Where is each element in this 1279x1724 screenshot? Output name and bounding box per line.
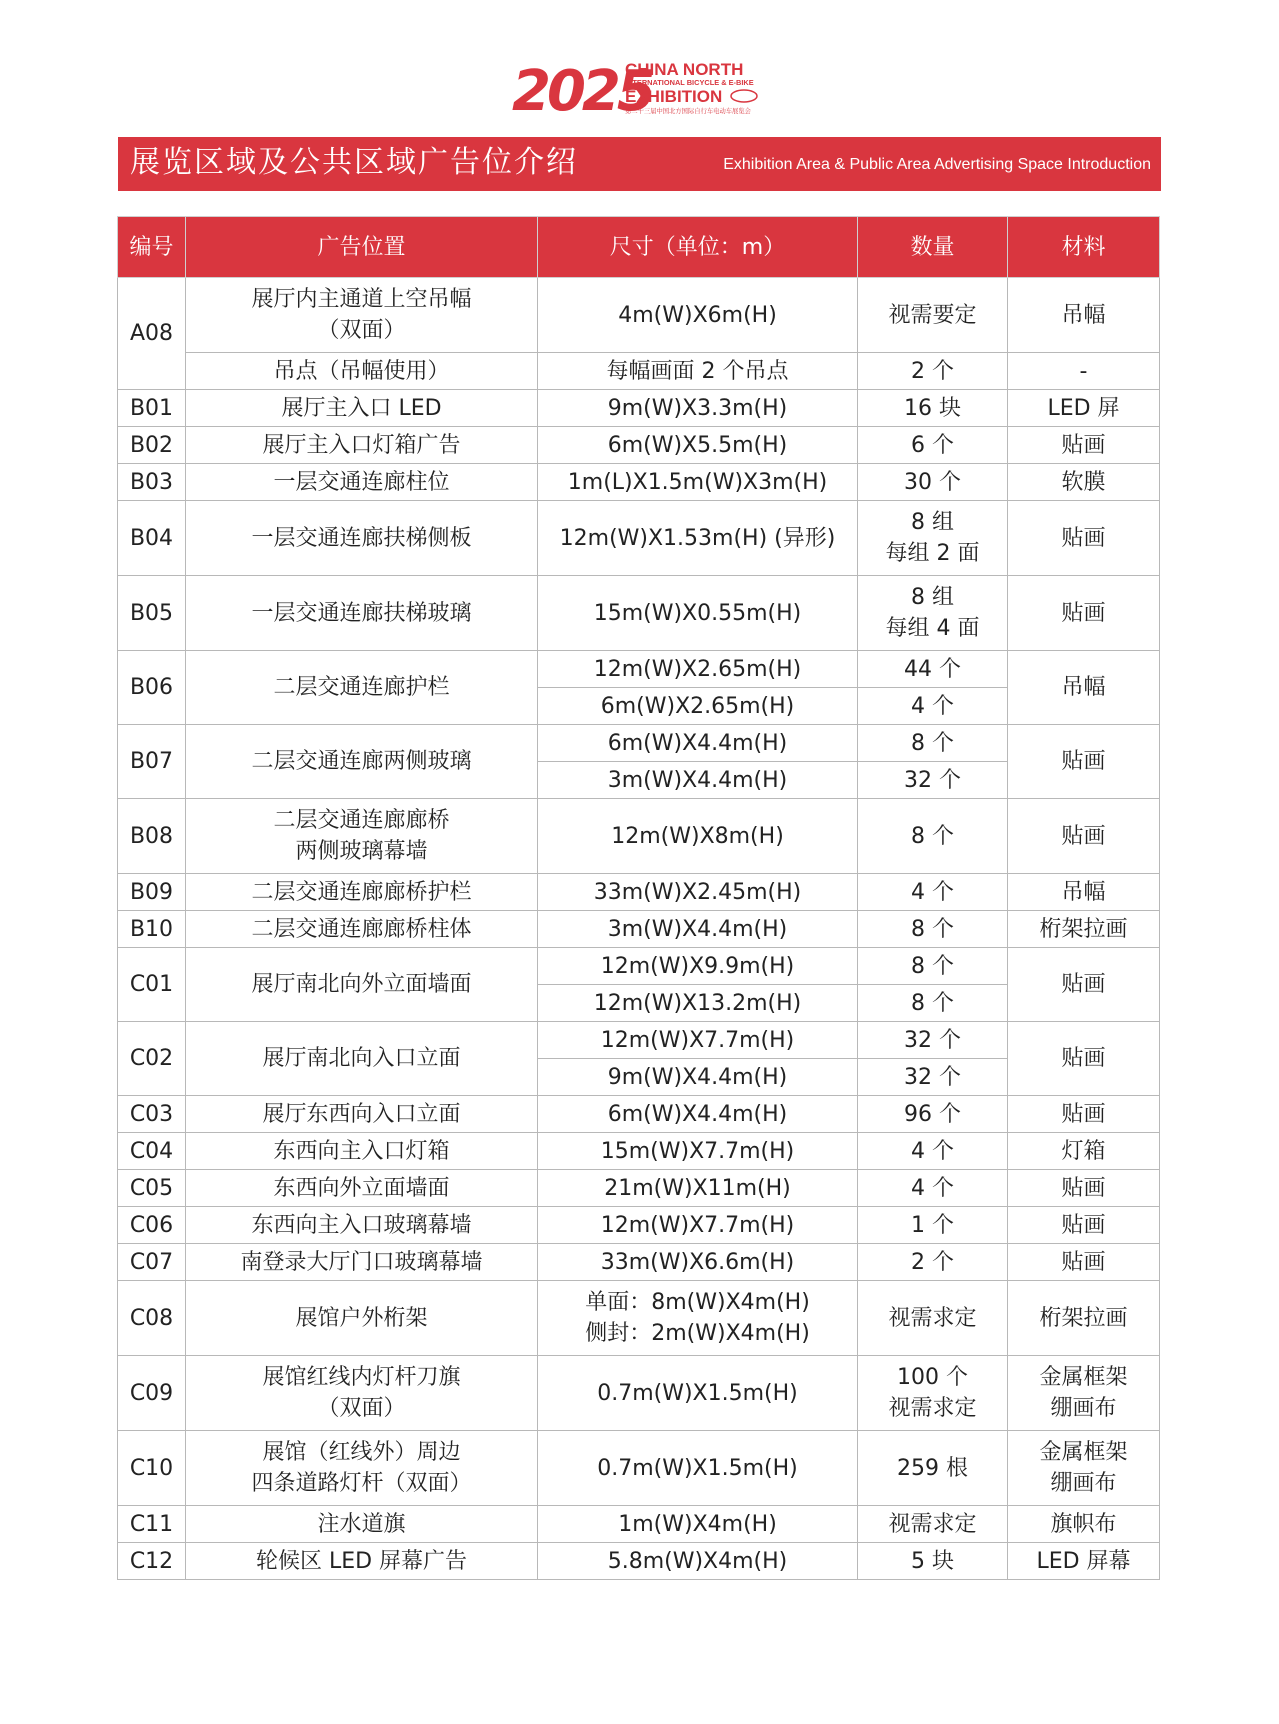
row-size: 6m(W)X4.4m(H) [538, 1096, 858, 1133]
row-id: B08 [118, 799, 186, 874]
row-size: 4m(W)X6m(H) [538, 278, 858, 353]
table-row [118, 1133, 1160, 1170]
header-location: 广告位置 [186, 217, 538, 278]
row-material: 贴画 [1008, 427, 1160, 464]
table-row [118, 464, 1160, 501]
row-location: 二层交通连廊护栏 [186, 651, 538, 725]
table-row [118, 1244, 1160, 1281]
row-quantity: 8 组 每组 2 面 [858, 501, 1008, 576]
logo-line2: INTERNATIONAL BICYCLE & E-BIKE [625, 78, 754, 87]
row-size: 33m(W)X2.45m(H) [538, 874, 858, 911]
row-material: 贴画 [1008, 1096, 1160, 1133]
row-id: C05 [118, 1170, 186, 1207]
logo-line4: 第二十三届中国北方国际自行车电动车展览会 [625, 108, 751, 115]
table-row [118, 948, 1160, 985]
row-id: C06 [118, 1207, 186, 1244]
row-material: - [1008, 353, 1160, 390]
row-size: 12m(W)X2.65m(H) [538, 651, 858, 688]
row-id: B07 [118, 725, 186, 799]
row-size: 12m(W)X1.53m(H) (异形) [538, 501, 858, 576]
row-quantity: 8 个 [858, 911, 1008, 948]
row-material: 贴画 [1008, 1207, 1160, 1244]
table-row [118, 1543, 1160, 1580]
banner-subtitle: Exhibition Area & Public Area Advertising Space Introduction [723, 156, 1151, 173]
row-quantity: 6 个 [858, 427, 1008, 464]
row-quantity: 259 根 [858, 1431, 1008, 1506]
row-id: B03 [118, 464, 186, 501]
row-location: 东西向主入口灯箱 [186, 1133, 538, 1170]
row-material: 桁架拉画 [1008, 911, 1160, 948]
row-size: 12m(W)X7.7m(H) [538, 1207, 858, 1244]
header-size: 尺寸（单位：m） [538, 217, 858, 278]
row-location: 轮候区 LED 屏幕广告 [186, 1543, 538, 1580]
row-id: C09 [118, 1356, 186, 1431]
row-material: LED 屏幕 [1008, 1543, 1160, 1580]
row-quantity: 32 个 [858, 1022, 1008, 1059]
row-quantity: 视需求定 [858, 1506, 1008, 1543]
row-quantity: 44 个 [858, 651, 1008, 688]
row-location: 展厅东西向入口立面 [186, 1096, 538, 1133]
table-row [118, 651, 1160, 688]
row-location: 注水道旗 [186, 1506, 538, 1543]
row-size: 9m(W)X3.3m(H) [538, 390, 858, 427]
row-quantity: 8 个 [858, 985, 1008, 1022]
logo-graphic [512, 58, 772, 118]
row-material: 贴画 [1008, 799, 1160, 874]
table-row [118, 1022, 1160, 1059]
row-location: 东西向外立面墙面 [186, 1170, 538, 1207]
row-material: 贴画 [1008, 576, 1160, 651]
row-location: 东西向主入口玻璃幕墙 [186, 1207, 538, 1244]
row-size: 15m(W)X0.55m(H) [538, 576, 858, 651]
row-size: 3m(W)X4.4m(H) [538, 911, 858, 948]
row-size: 6m(W)X5.5m(H) [538, 427, 858, 464]
row-id: B09 [118, 874, 186, 911]
row-material: 贴画 [1008, 1244, 1160, 1281]
row-quantity: 5 块 [858, 1543, 1008, 1580]
row-material: 贴画 [1008, 1170, 1160, 1207]
row-size: 12m(W)X8m(H) [538, 799, 858, 874]
row-size: 6m(W)X2.65m(H) [538, 688, 858, 725]
row-quantity: 8 个 [858, 948, 1008, 985]
row-id: C02 [118, 1022, 186, 1096]
row-material: 贴画 [1008, 948, 1160, 1022]
row-material: 贴画 [1008, 725, 1160, 799]
row-quantity: 32 个 [858, 1059, 1008, 1096]
row-quantity: 1 个 [858, 1207, 1008, 1244]
table-row [118, 501, 1160, 576]
header-id: 编号 [118, 217, 186, 278]
row-material: 吊幅 [1008, 874, 1160, 911]
row-material: 旗帜布 [1008, 1506, 1160, 1543]
row-id: A08 [118, 278, 186, 390]
row-quantity: 8 组 每组 4 面 [858, 576, 1008, 651]
row-location: 吊点（吊幅使用） [186, 353, 538, 390]
row-quantity: 8 个 [858, 799, 1008, 874]
row-quantity: 视需要定 [858, 278, 1008, 353]
row-size: 3m(W)X4.4m(H) [538, 762, 858, 799]
row-location: 展厅南北向入口立面 [186, 1022, 538, 1096]
table-row [118, 1096, 1160, 1133]
row-size: 5.8m(W)X4m(H) [538, 1543, 858, 1580]
row-material: 吊幅 [1008, 651, 1160, 725]
logo-year: 2025 [512, 59, 652, 118]
row-size: 1m(W)X4m(H) [538, 1506, 858, 1543]
table-row [118, 427, 1160, 464]
table-row [118, 390, 1160, 427]
table-row [118, 1170, 1160, 1207]
row-material: 金属框架 绷画布 [1008, 1431, 1160, 1506]
row-id: C07 [118, 1244, 186, 1281]
row-quantity: 4 个 [858, 874, 1008, 911]
row-material: 贴画 [1008, 1022, 1160, 1096]
row-location: 二层交通连廊两侧玻璃 [186, 725, 538, 799]
row-size: 6m(W)X4.4m(H) [538, 725, 858, 762]
row-id: B05 [118, 576, 186, 651]
row-quantity: 32 个 [858, 762, 1008, 799]
row-id: B06 [118, 651, 186, 725]
logo-line1: CHINA NORTH [625, 60, 744, 79]
row-location: 一层交通连廊扶梯侧板 [186, 501, 538, 576]
row-id: C04 [118, 1133, 186, 1170]
banner-title: 展览区域及公共区域广告位介绍 [130, 145, 578, 180]
row-location: 展馆（红线外）周边 四条道路灯杆（双面） [186, 1431, 538, 1506]
row-quantity: 96 个 [858, 1096, 1008, 1133]
table-row [118, 1356, 1160, 1431]
row-quantity: 2 个 [858, 353, 1008, 390]
row-id: B02 [118, 427, 186, 464]
row-size: 每幅画面 2 个吊点 [538, 353, 858, 390]
row-size: 0.7m(W)X1.5m(H) [538, 1356, 858, 1431]
row-location: 展厅内主通道上空吊幅 （双面） [186, 278, 538, 353]
row-id: C10 [118, 1431, 186, 1506]
logo-line3: EXHIBITION [625, 87, 723, 106]
row-quantity: 2 个 [858, 1244, 1008, 1281]
row-id: B10 [118, 911, 186, 948]
row-location: 展厅主入口 LED [186, 390, 538, 427]
row-id: B04 [118, 501, 186, 576]
row-id: C01 [118, 948, 186, 1022]
row-size: 12m(W)X13.2m(H) [538, 985, 858, 1022]
row-size: 21m(W)X11m(H) [538, 1170, 858, 1207]
section-banner [118, 137, 1161, 191]
row-location: 展馆红线内灯杆刀旗 （双面） [186, 1356, 538, 1431]
row-material: 贴画 [1008, 501, 1160, 576]
row-material: 金属框架 绷画布 [1008, 1356, 1160, 1431]
row-id: C03 [118, 1096, 186, 1133]
row-location: 一层交通连廊柱位 [186, 464, 538, 501]
exhibition-logo [512, 58, 772, 118]
table-row [118, 353, 1160, 390]
table-row [118, 1506, 1160, 1543]
row-quantity: 视需求定 [858, 1281, 1008, 1356]
row-material: 软膜 [1008, 464, 1160, 501]
row-location: 二层交通连廊廊桥 两侧玻璃幕墙 [186, 799, 538, 874]
table-row [118, 1207, 1160, 1244]
row-quantity: 4 个 [858, 1170, 1008, 1207]
row-size: 12m(W)X7.7m(H) [538, 1022, 858, 1059]
row-location: 展厅主入口灯箱广告 [186, 427, 538, 464]
table-row [118, 725, 1160, 762]
advertising-table [117, 216, 1160, 1580]
row-material: LED 屏 [1008, 390, 1160, 427]
row-material: 桁架拉画 [1008, 1281, 1160, 1356]
header-quantity: 数量 [858, 217, 1008, 278]
table-row [118, 1281, 1160, 1356]
table-row [118, 278, 1160, 353]
table-row [118, 576, 1160, 651]
row-id: C08 [118, 1281, 186, 1356]
row-id: C12 [118, 1543, 186, 1580]
logo-badge-icon [731, 90, 757, 102]
row-location: 展厅南北向外立面墙面 [186, 948, 538, 1022]
row-size: 0.7m(W)X1.5m(H) [538, 1431, 858, 1506]
row-size: 单面：8m(W)X4m(H) 侧封：2m(W)X4m(H) [538, 1281, 858, 1356]
row-quantity: 30 个 [858, 464, 1008, 501]
row-size: 12m(W)X9.9m(H) [538, 948, 858, 985]
table-row [118, 799, 1160, 874]
row-size: 15m(W)X7.7m(H) [538, 1133, 858, 1170]
table-row [118, 874, 1160, 911]
row-quantity: 4 个 [858, 688, 1008, 725]
table-header-row [118, 217, 1160, 278]
row-location: 南登录大厅门口玻璃幕墙 [186, 1244, 538, 1281]
row-size: 33m(W)X6.6m(H) [538, 1244, 858, 1281]
row-quantity: 8 个 [858, 725, 1008, 762]
row-quantity: 4 个 [858, 1133, 1008, 1170]
row-quantity: 100 个 视需求定 [858, 1356, 1008, 1431]
row-material: 灯箱 [1008, 1133, 1160, 1170]
table-row [118, 911, 1160, 948]
row-size: 9m(W)X4.4m(H) [538, 1059, 858, 1096]
row-size: 1m(L)X1.5m(W)X3m(H) [538, 464, 858, 501]
table-row [118, 1431, 1160, 1506]
row-location: 展馆户外桁架 [186, 1281, 538, 1356]
row-location: 二层交通连廊廊桥护栏 [186, 874, 538, 911]
row-material: 吊幅 [1008, 278, 1160, 353]
header-material: 材料 [1008, 217, 1160, 278]
row-location: 二层交通连廊廊桥柱体 [186, 911, 538, 948]
row-quantity: 16 块 [858, 390, 1008, 427]
row-id: B01 [118, 390, 186, 427]
row-id: C11 [118, 1506, 186, 1543]
row-location: 一层交通连廊扶梯玻璃 [186, 576, 538, 651]
